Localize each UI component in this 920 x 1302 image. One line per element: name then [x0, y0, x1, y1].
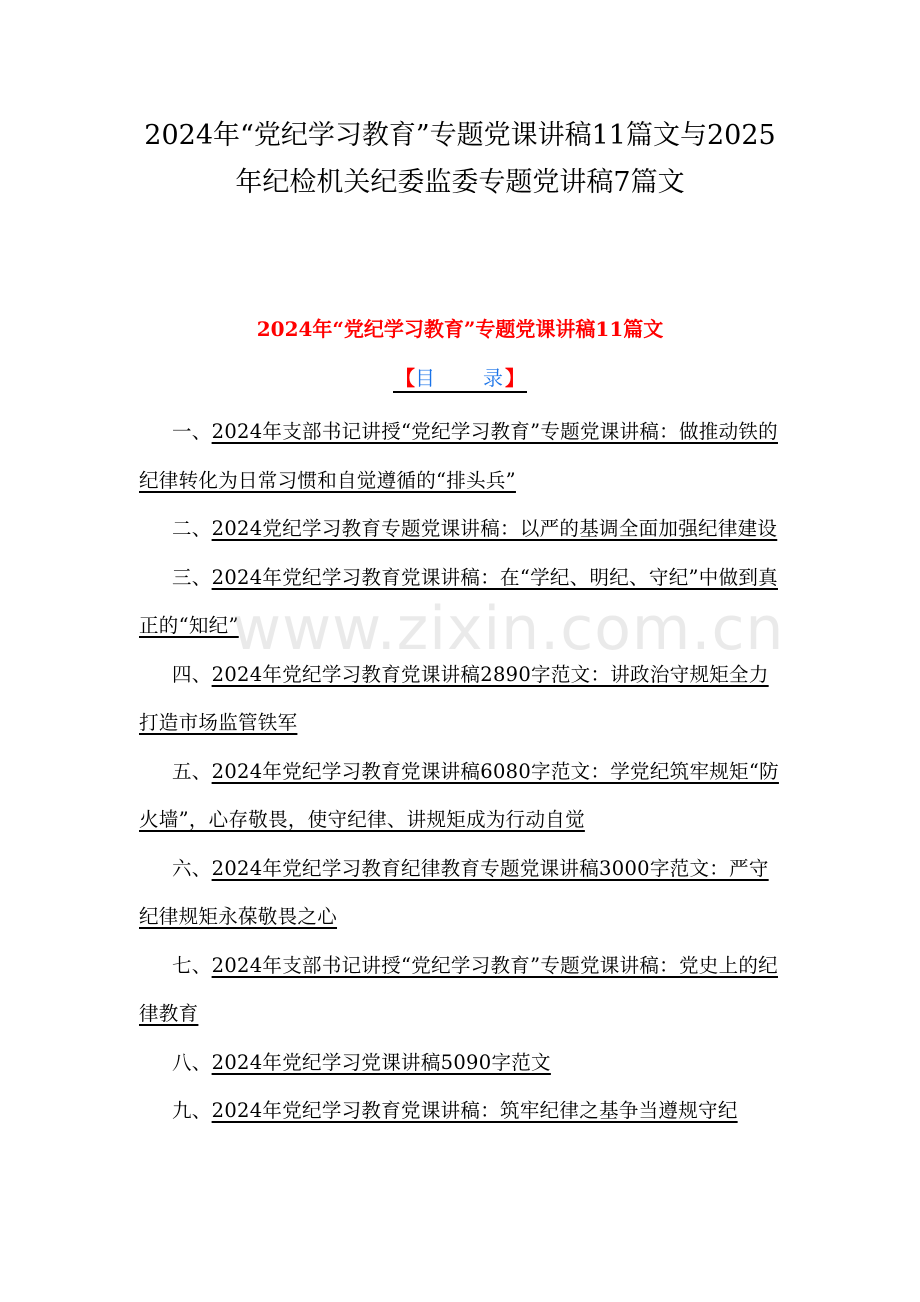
toc-item-link[interactable]: 2024年党纪学习党课讲稿5090字范文 [211, 1050, 551, 1074]
section-title: 2024年“党纪学习教育”专题党课讲稿11篇文 [256, 317, 664, 341]
toc-item-link[interactable]: 2024年党纪学习教育党课讲稿：在“学纪、明纪、守纪”中做到真正的“知纪” [139, 565, 778, 637]
toc-item-number: 六、 [172, 856, 212, 880]
toc-bracket-right: 】 [505, 366, 525, 390]
toc-bracket-left: 【 [395, 366, 415, 390]
title-line-2: 年纪检机关纪委监委专题党讲稿7篇文 [235, 167, 685, 198]
toc-item-number: 一、 [172, 420, 212, 443]
toc-item-2 [139, 505, 783, 554]
toc-heading-underline [393, 365, 527, 393]
toc-item-link[interactable]: 2024年支部书记讲授“党纪学习教育”专题党课讲稿：党史上的纪律教育 [139, 953, 778, 1025]
toc-item-number: 七、 [172, 953, 212, 977]
toc-list [139, 408, 783, 1136]
toc-item-number: 五、 [172, 759, 212, 783]
toc-item-number: 二、 [172, 517, 212, 540]
toc-item-link[interactable]: 2024年党纪学习教育党课讲稿6080字范文：学党纪筑牢规矩“防火墙”，心存敬畏，使守纪律、讲规矩成为行动自觉 [139, 759, 779, 831]
toc-item-7 [139, 942, 783, 1039]
toc-item-number: 九、 [172, 1099, 212, 1122]
toc-item-5 [139, 748, 783, 845]
toc-item-1 [139, 408, 783, 505]
toc-item-link[interactable]: 2024年党纪学习教育党课讲稿2890字范文：讲政治守规矩全力打造市场监管铁军 [139, 662, 769, 734]
toc-item-number: 四、 [172, 662, 212, 686]
toc-item-9 [139, 1087, 783, 1136]
watermark: www.zixin.com.cn [232, 594, 785, 664]
toc-item-number: 三、 [172, 565, 212, 589]
toc-item-6 [139, 845, 783, 942]
toc-item-4 [139, 651, 783, 748]
title-line-1: 2024年“党纪学习教育”专题党课讲稿11篇文与2025 [144, 120, 776, 151]
toc-word-right: 录 [483, 366, 505, 390]
toc-item-link[interactable]: 2024年党纪学习教育党课讲稿：筑牢纪律之基争当遵规守纪 [211, 1099, 738, 1122]
toc-item-link[interactable]: 2024年支部书记讲授“党纪学习教育”专题党课讲稿：做推动铁的纪律转化为日常习惯和自觉遵循的“排头兵” [139, 420, 778, 492]
toc-heading [0, 363, 920, 393]
document-title [80, 112, 840, 206]
toc-item-link[interactable]: 2024年党纪学习教育纪律教育专题党课讲稿3000字范文：严守纪律规矩永葆敬畏之心 [139, 856, 769, 928]
toc-item-3 [139, 554, 783, 651]
toc-item-link[interactable]: 2024党纪学习教育专题党课讲稿：以严的基调全面加强纪律建设 [211, 517, 778, 540]
toc-item-number: 八、 [172, 1050, 212, 1074]
toc-item-8 [139, 1039, 783, 1088]
toc-word-left: 目 [415, 366, 437, 390]
